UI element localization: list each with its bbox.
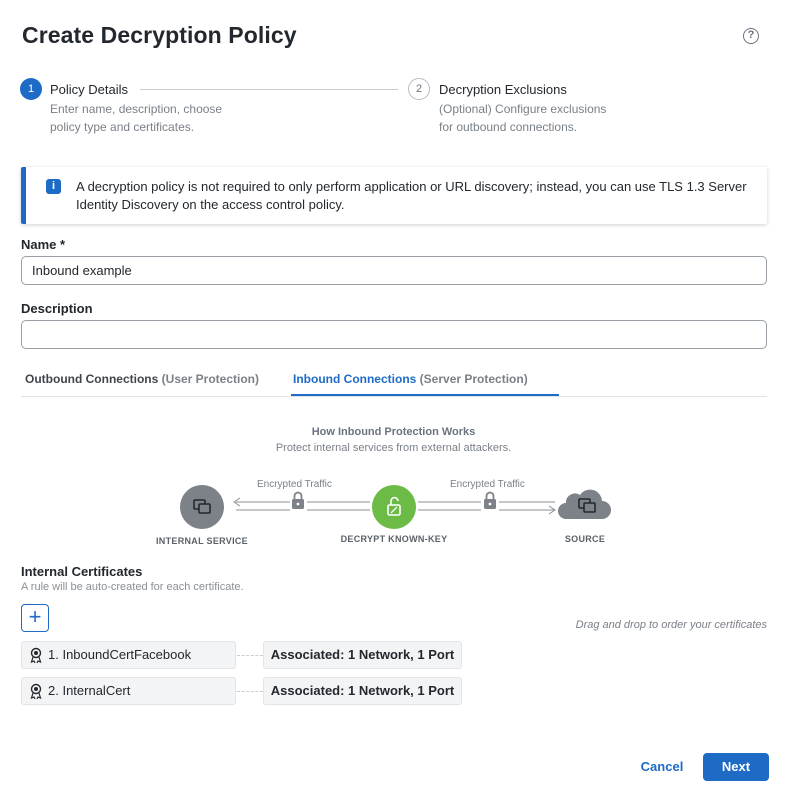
- inbound-diagram: [0, 470, 787, 550]
- cert-row-2[interactable]: [21, 677, 236, 705]
- description-label: Description: [21, 301, 93, 316]
- name-label: Name *: [21, 237, 66, 252]
- info-alert: [21, 167, 767, 224]
- step-2-title[interactable]: Decryption Exclusions: [439, 82, 567, 97]
- step-2-desc-line2: for outbound connections.: [439, 120, 578, 134]
- certificate-icon: [29, 647, 43, 663]
- add-certificate-button[interactable]: +: [21, 604, 49, 632]
- step-2-desc-line1: (Optional) Configure exclusions: [439, 102, 607, 116]
- certs-subtitle: A rule will be auto-created for each certificate.: [21, 581, 244, 593]
- next-button[interactable]: Next: [703, 753, 769, 781]
- edge-label-right: Encrypted Traffic: [450, 479, 525, 490]
- info-icon: i: [46, 179, 61, 194]
- tab-inbound-sub: (Server Protection): [419, 372, 528, 386]
- tab-inbound[interactable]: [293, 372, 528, 386]
- tab-outbound-label: Outbound Connections: [25, 372, 159, 386]
- decrypt-node: [372, 485, 416, 529]
- cert-name-2: 2. InternalCert: [48, 683, 131, 698]
- description-input[interactable]: [21, 320, 767, 349]
- step-1-desc-line1: Enter name, description, choose: [50, 102, 223, 116]
- active-tab-indicator: [291, 394, 559, 396]
- cert-connector-2: [237, 691, 263, 692]
- help-icon[interactable]: ?: [743, 28, 759, 44]
- certs-title: Internal Certificates: [21, 564, 143, 579]
- cert-row-1[interactable]: [21, 641, 236, 669]
- cert-association-2[interactable]: Associated: 1 Network, 1 Port: [263, 677, 462, 705]
- lock-icon-left: [292, 493, 304, 510]
- how-subtitle: Protect internal services from external attackers.: [275, 442, 512, 454]
- internal-service-label: INTERNAL SERVICE: [156, 536, 248, 546]
- lock-icon-right: [484, 493, 496, 510]
- cert-connector-1: [237, 655, 263, 656]
- step-1-title[interactable]: Policy Details: [50, 82, 129, 97]
- step-2-number[interactable]: 2: [408, 78, 430, 100]
- cert-association-1[interactable]: Associated: 1 Network, 1 Port: [263, 641, 462, 669]
- source-node-label: SOURCE: [564, 534, 606, 544]
- tab-outbound[interactable]: [25, 372, 259, 386]
- source-cloud-node: [558, 490, 611, 519]
- name-input[interactable]: Inbound example: [21, 256, 767, 285]
- tab-inbound-label: Inbound Connections: [293, 372, 417, 386]
- alert-text: A decryption policy is not required to only perform application or URL discovery; instead, you can use TLS 1.3 Server Identity Discovery on the access control policy.: [76, 179, 747, 212]
- certificate-icon: [29, 683, 43, 699]
- edge-label-left: Encrypted Traffic: [257, 479, 332, 490]
- step-1-number[interactable]: 1: [20, 78, 42, 100]
- step-1-desc-line2: policy type and certificates.: [50, 120, 195, 134]
- cancel-button[interactable]: Cancel: [640, 759, 684, 774]
- connection-tabs: [21, 366, 767, 397]
- drag-hint: Drag and drop to order your certificates: [575, 619, 767, 631]
- tab-outbound-sub: (User Protection): [161, 372, 260, 386]
- cert-name-1: 1. InboundCertFacebook: [48, 647, 192, 662]
- decrypt-node-label: DECRYPT KNOWN-KEY: [340, 534, 448, 544]
- how-title: How Inbound Protection Works: [311, 426, 476, 438]
- dialog-title: Create Decryption Policy: [22, 22, 297, 48]
- stepper-connector: [140, 89, 398, 90]
- internal-service-node: [180, 485, 224, 529]
